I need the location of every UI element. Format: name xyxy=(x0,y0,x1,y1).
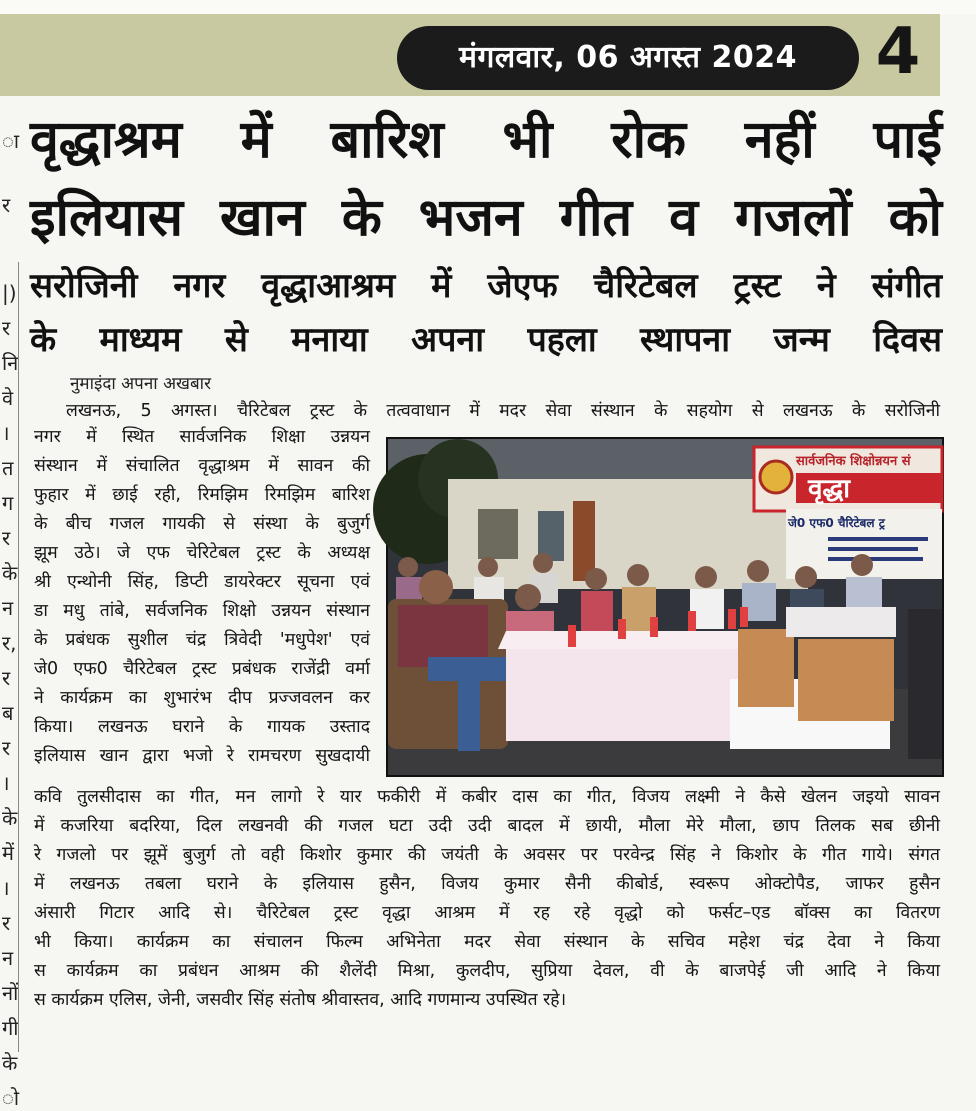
article-column-line: नगर में स्थित सार्वजनिक शिक्षा उन्नयन xyxy=(34,427,370,447)
article-column-line: ने कार्यक्रम का शुभारंभ दीप प्रज्जवलन कर xyxy=(34,688,370,708)
lead-line: लखनऊ, 5 अगस्त। चैरिटेबल ट्रस्ट के तत्ववाधान में मदर सेवा संस्थान के सहयोग से लखनऊ के सरोजिनी xyxy=(66,401,940,421)
banner-main: वृद्धा xyxy=(808,474,850,504)
margin-fragment: ा xyxy=(2,129,20,153)
article-full-line: अंसारी गिटार आदि से। चैरिटेबल ट्रस्ट वृद्धा आश्रम में रह रहे वृद्धो को फर्सट–एड बॉक्स का वितरण xyxy=(34,903,940,923)
margin-fragment: । xyxy=(2,876,10,900)
article-full-line: में लखनऊ तबला घराने के इलियास हुसैन, विजय कुमार सैनी कीबोर्ड, स्वरूप ओक्टोपैड, जाफर हुसैन xyxy=(34,874,940,894)
margin-fragment: र xyxy=(2,666,11,690)
margin-fragment: ग xyxy=(2,491,14,515)
margin-fragment: न xyxy=(2,596,14,620)
subheadline-line-2: के माध्यम से मनाया अपना पहला स्थापना जन्म दिवस xyxy=(30,320,942,360)
margin-fragment: ो xyxy=(2,1086,20,1110)
article-column-line: फुहार में छाई रही, रिमझिम रिमझिम बारिश xyxy=(34,485,370,505)
banner-line-2: जे0 एफ0 चैरिटेबल ट्र xyxy=(788,516,885,530)
article-column-line: संस्थान में संचालित वृद्धाश्रम में सावन की xyxy=(34,456,370,476)
margin-fragment: र xyxy=(2,736,11,760)
margin-fragment: न xyxy=(2,946,14,970)
margin-fragment: के xyxy=(2,806,18,830)
article-full-line: में कजरिया बदरिया, दिल लखनवी की गजल घटा उदी उदी बादल में छायी, मौला मेरे मौला, छाप तिलक सब छीनी xyxy=(34,816,940,836)
article-column-line: श्री एन्थोनी सिंह, डिप्टी डायरेक्टर सूचना एवं xyxy=(34,572,370,592)
margin-fragment: गी xyxy=(2,1016,19,1040)
margin-fragment: वे xyxy=(2,386,14,410)
margin-fragment: र, xyxy=(2,631,17,655)
margin-fragment: त xyxy=(2,456,14,480)
margin-fragment: नों xyxy=(2,981,19,1005)
margin-fragment: र xyxy=(2,193,11,217)
page-number: 4 xyxy=(875,15,921,89)
article-full-line: रे गजलो पर झूमें बुजुर्ग तो वही किशोर कुमार की जयंती के अवसर पर परवेन्द्र सिंह ने किशोर के गीत गाये। संगत xyxy=(34,845,940,865)
headline-line-2: इलियास खान के भजन गीत व गजलों को xyxy=(30,188,942,248)
adjacent-column-fragments xyxy=(0,100,20,1110)
margin-fragment: र xyxy=(2,316,11,340)
margin-fragment: । xyxy=(2,421,10,445)
margin-fragment: के xyxy=(2,1051,18,1075)
article-column-line: के बीच गजल गायकी से संस्था के बुजुर्ग xyxy=(34,514,370,534)
column-rule xyxy=(18,262,19,1052)
top-strip xyxy=(0,0,976,14)
article-column-line: डा मधु तांबे, सर्वजनिक शिक्षो उन्नयन संस्थान xyxy=(34,601,370,621)
article-full-line: कवि तुलसीदास का गीत, मन लागो रे यार फकीरी में कबीर दास का गीत, विजय लक्ष्मी ने कैसे खेलन जइयो सावन xyxy=(34,787,940,807)
article-column-line: इलियास खान द्वारा भजो रे रामचरण सुखदायी xyxy=(34,746,370,766)
margin-fragment: ब xyxy=(2,701,14,725)
margin-fragment: नि xyxy=(2,351,19,375)
margin-fragment: । xyxy=(2,771,10,795)
subheadline-line-1: सरोजिनी नगर वृद्धाआश्रम में जेएफ चैरिटेबल ट्रस्ट ने संगीत xyxy=(30,266,942,306)
article-full-line: स कार्यक्रम का प्रबंधन आश्रम की शैलेंदी मिश्रा, कुलदीप, सुप्रिया देवल, वी के बाजपेई जी आदि ने किया xyxy=(34,961,940,981)
headline-line-1: वृद्धाश्रम में बारिश भी रोक नहीं पाई xyxy=(30,110,942,170)
article-full-line: भी किया। कार्यक्रम का संचालन फिल्म अभिनेता मदर सेवा संस्थान के सचिव महेश चंद्र देवा ने किया xyxy=(34,932,940,952)
article-column-line: किया। लखनऊ घराने के गायक उस्ताद xyxy=(34,717,370,737)
article-column-line: के प्रबंधक सुशील चंद्र त्रिवेदी 'मधुपेश' एवं xyxy=(34,630,370,650)
margin-fragment: के xyxy=(2,561,18,585)
article-full-line: स कार्यक्रम एलिस, जेनी, जसवीर सिंह संतोष श्रीवास्तव, आदि गणमान्य उपस्थित रहे। xyxy=(34,990,567,1010)
article-column-line: जे0 एफ0 चैरिटेबल ट्रस्ट प्रबंधक राजेंद्री वर्मा xyxy=(34,659,370,679)
banner-line-1: सार्वजनिक शिक्षोन्नयन सं xyxy=(796,454,911,469)
event-photo xyxy=(386,437,944,777)
issue-date: मंगलवार, 06 अगस्त 2024 xyxy=(397,26,859,90)
margin-fragment: |) xyxy=(2,281,17,305)
event-photo-illustration xyxy=(388,439,942,775)
margin-fragment: में xyxy=(2,841,14,865)
article-column-line: झूम उठे। जे एफ चेरिटेबल ट्रस्ट के अध्यक्ष xyxy=(34,543,370,563)
byline: नुमाइंदा अपना अखबार xyxy=(70,374,212,394)
margin-fragment: र xyxy=(2,911,11,935)
margin-fragment: र xyxy=(2,526,11,550)
